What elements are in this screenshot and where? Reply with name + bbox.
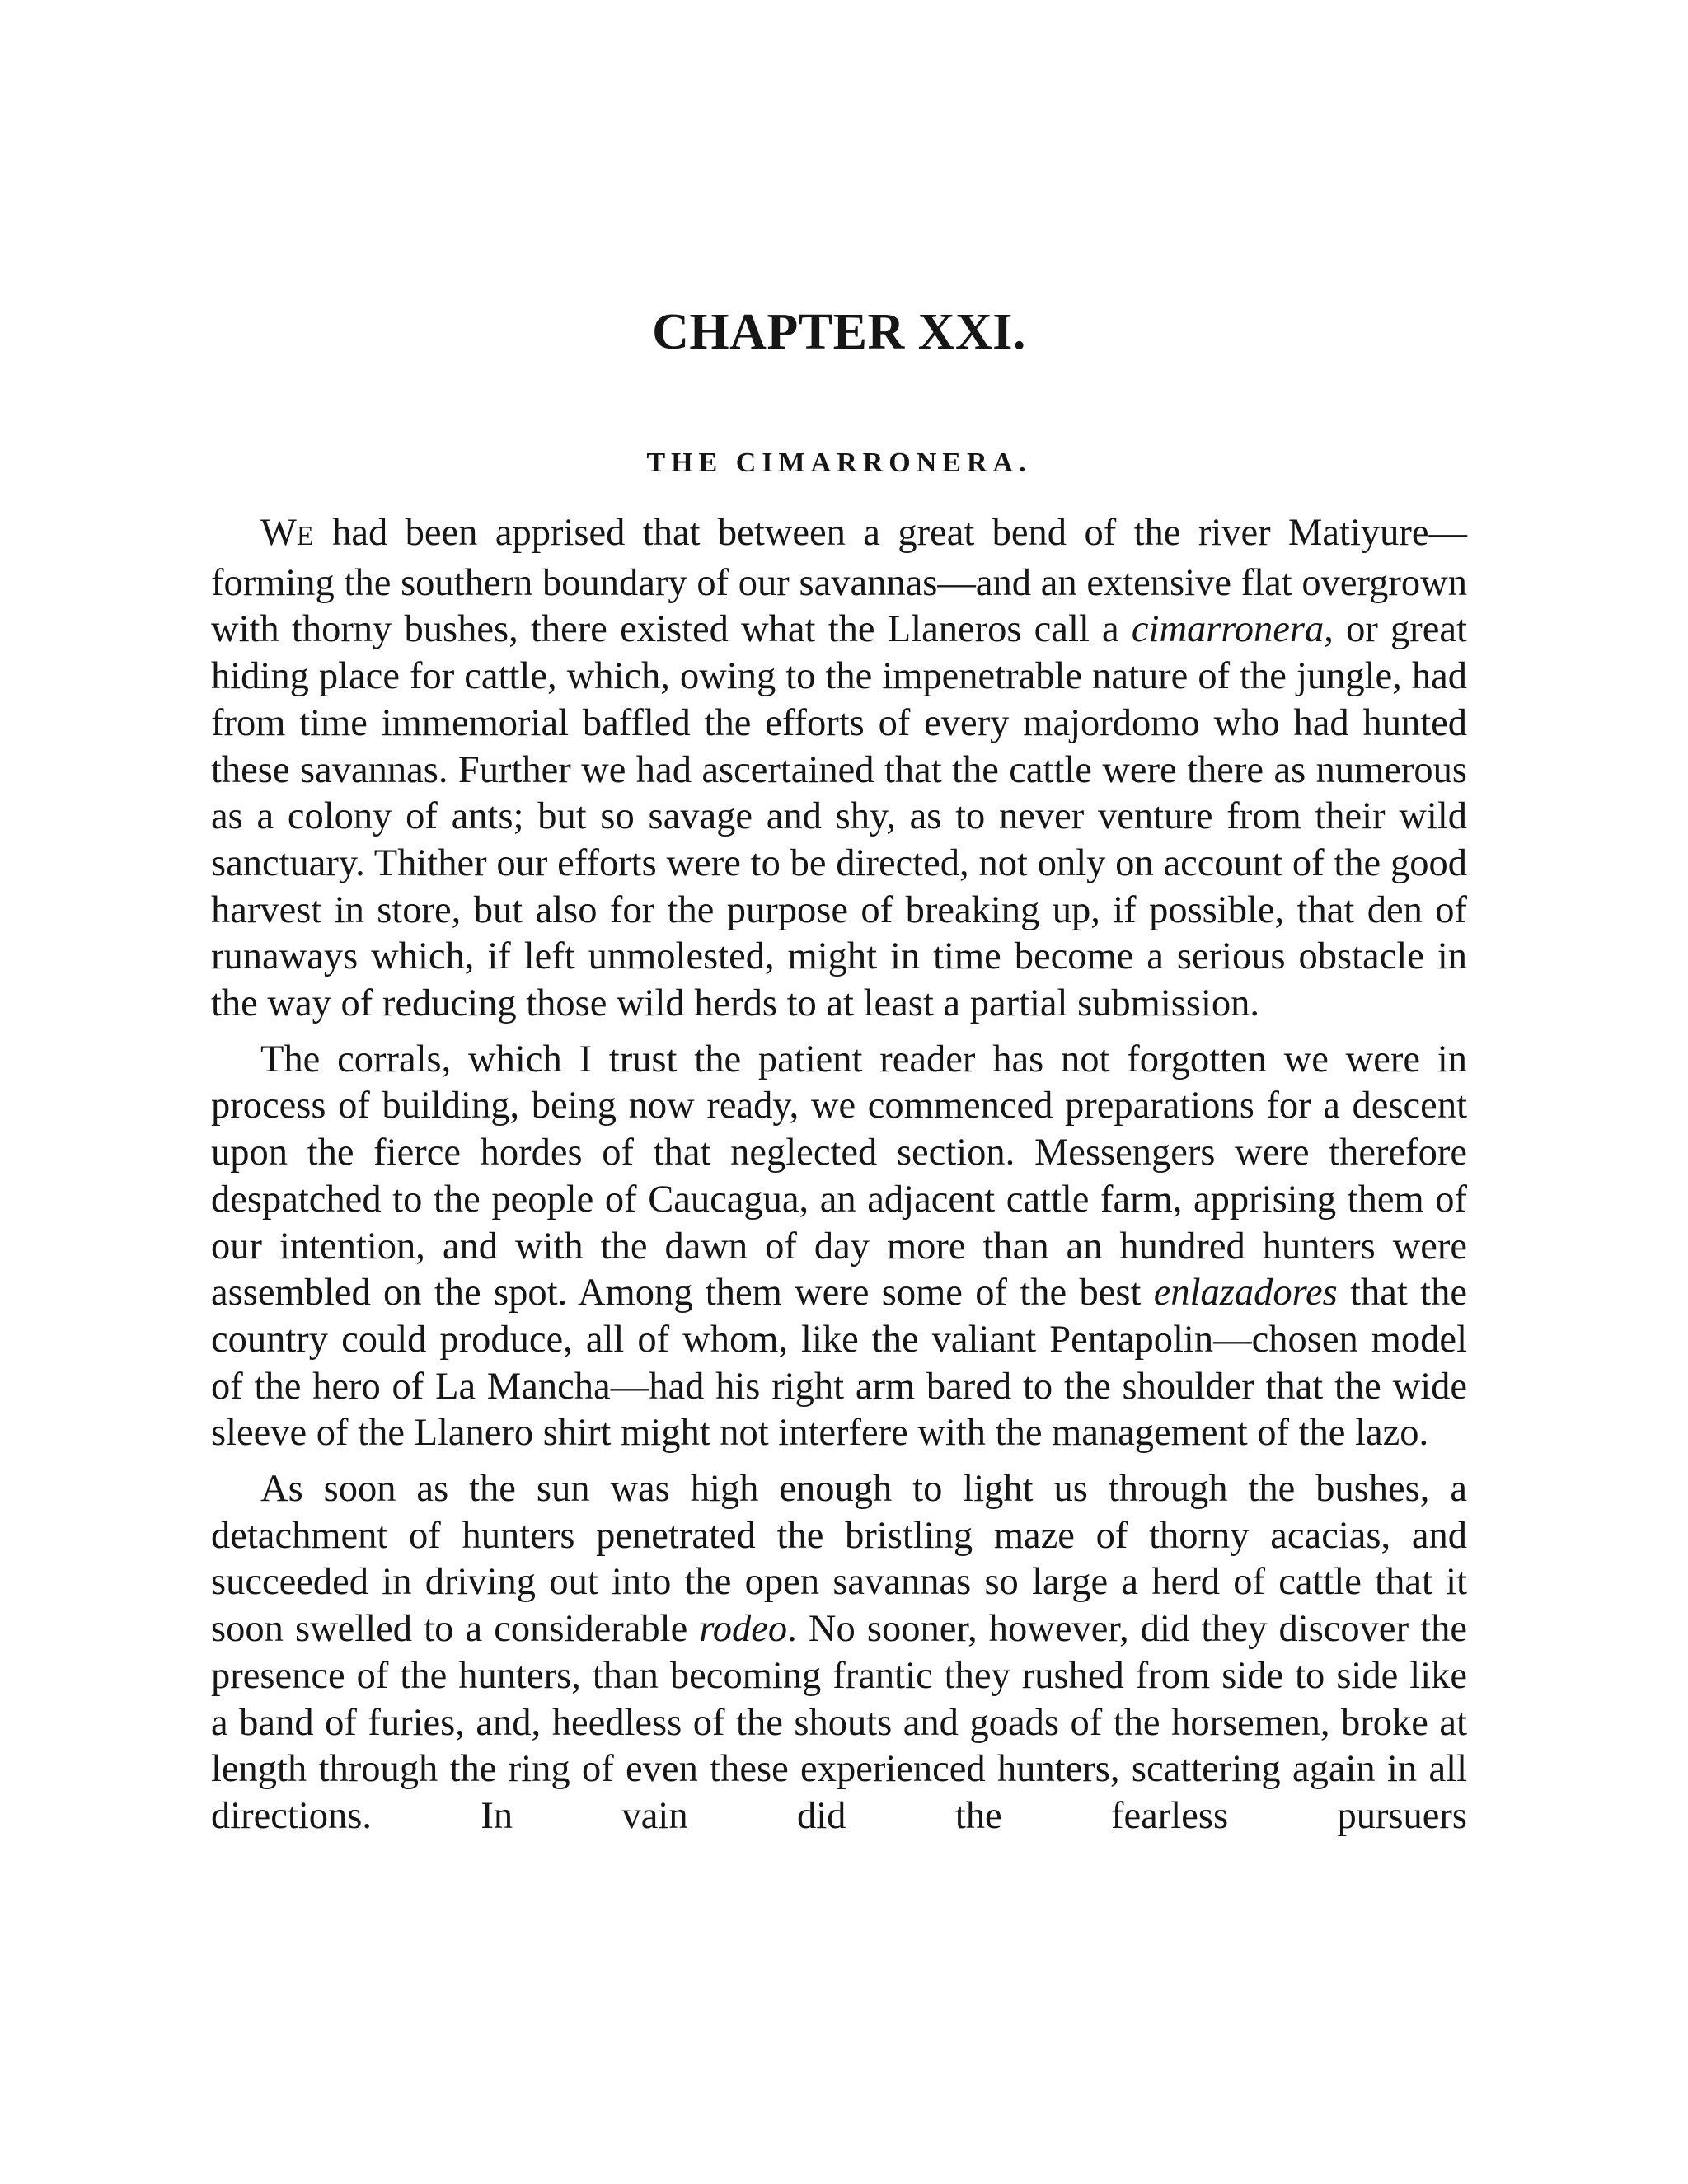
paragraph-3 xyxy=(211,1466,1467,1840)
book-page xyxy=(211,0,1467,2184)
dropcap-letter: W xyxy=(260,512,297,554)
chapter-title: CHAPTER XXI. xyxy=(652,304,1026,360)
text-segment: had been apprised that between a great bend of the river Matiyure—forming the southern boundary of our savannas—and an extensive flat overgrown with thorny bushes, there existed what the Llaneros call a xyxy=(211,512,1467,651)
text-segment: . No sooner, however, did they discover the presence of the hunters, than becoming frantic they rushed from side to side like a band of furies, and, heedless of the shouts and goads of the horsemen, broke at length through the ring of even these experienced hunters, scattering again in all directions. In vain did the fearless pursuers xyxy=(211,1608,1468,1837)
smallcap-letters: E xyxy=(296,521,315,551)
italic-term: enlazadores xyxy=(1153,1272,1338,1315)
paragraph-2 xyxy=(211,1037,1467,1457)
text-segment: , or great hiding place for cattle, which, owing to the impenetrable nature of the jungle, had from time immemorial baffled the efforts of every majordomo who had hunted these savannas. Further we had ascertained that the cattle were there as numerous as a colony of ants; but so savage and shy, as to never venture from their wild sanctuary. Thither our efforts were to be directed, not only on account of the good harvest in store, but also for the purpose of breaking up, if possible, that den of runaways which, if left unmolested, might in time become a serious obstacle in the way of reducing those wild herds to at least a partial submission. xyxy=(211,608,1467,1025)
italic-term: rodeo xyxy=(699,1608,788,1651)
body-text xyxy=(211,510,1467,1849)
text-segment: As soon as the sun was high enough to light us through the bushes, a detachment of hunters penetrated the bristling maze of thorny acacias, and succeeded in driving out into the open savannas so large a herd of cattle that it soon swelled to a considerable xyxy=(211,1468,1467,1651)
italic-term: cimarronera xyxy=(1131,608,1325,651)
text-segment: The corrals, which I trust the patient reader has not forgotten we were in process of building, being now ready, we commenced preparations for a descent upon the fierce hordes of that neglected section. Messengers were therefore despatched to the people of Caucagua, an adjacent cattle farm, apprising them of our intention, and with the dawn of day more than an hundred hunters were assembled on the spot. Among them were some of the best xyxy=(211,1038,1467,1315)
text-segment: that the country could produce, all of whom, like the valiant Pentapolin—chosen model of the hero of La Mancha—had his right arm bared to the shoulder that the wide sleeve of the Llanero shirt might not interfere with the management of the lazo. xyxy=(211,1272,1467,1455)
section-title: THE CIMARRONERA. xyxy=(646,448,1032,478)
paragraph-1 xyxy=(211,510,1467,1028)
